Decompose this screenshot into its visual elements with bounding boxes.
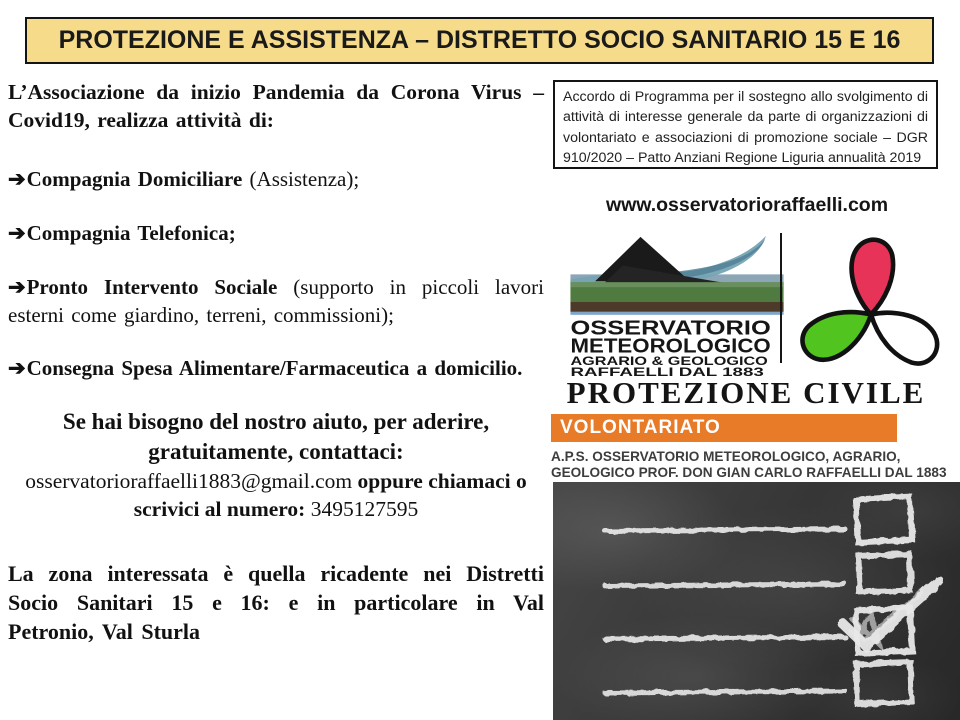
page-title (25, 17, 934, 64)
website-url: www.osservatorioraffaelli.com (605, 194, 889, 216)
chalkboard-checklist-image (553, 482, 960, 720)
bullet-compagnia-domiciliare (8, 166, 544, 193)
checkbox-2 (858, 554, 910, 592)
checkbox-1 (856, 497, 912, 543)
phone-number: 3495127595 (310, 497, 419, 522)
email-address: osservatorioraffaelli1883@gmail.com (25, 469, 353, 494)
protezione-civile-title: PROTEZIONE CIVILE (566, 375, 926, 410)
obs-logo-line4: RAFFAELLI DAL 1883 (570, 365, 765, 376)
petal-red (852, 240, 894, 315)
bullet-bold-text: Compagnia Telefonica; (26, 221, 236, 246)
page-title-text: PROTEZIONE E ASSISTENZA – DISTRETTO SOCIO SANITARIO 15 E 16 (58, 26, 901, 54)
help-call-to-action: Se hai bisogno del nostro aiuto, per aderire, gratuitamente, contattaci: (62, 409, 490, 465)
left-column (8, 78, 544, 646)
chalk-line-2 (605, 584, 845, 586)
arrow-icon: ➔ (8, 221, 26, 246)
chalk-line-4 (605, 691, 845, 693)
logo-divider (780, 233, 782, 363)
bullet-compagnia-telefonica (8, 220, 544, 247)
zone-paragraph: La zona interessata è quella ricadente nei Distretti Socio Sanitari 15 e 16: e in particolare in Val Petronio, Val Sturla (8, 560, 544, 644)
bullet-bold-text: Compagnia Domiciliare (26, 166, 243, 191)
obs-logo-line3: AGRARIO & GEOLOGICO (570, 354, 769, 369)
soil-band (570, 302, 783, 312)
accordo-programma-box: Accordo di Programma per il sostegno allo svolgimento di attività di interesse generale da parte di organizzazioni di volontariato e associazioni di promozione sociale – DGR 910/2020 – Patto Anziani Regione Liguria annualità 2019 (553, 80, 938, 169)
obs-logo-line2: METEOROLOGICO (570, 335, 771, 358)
observatory-logo (567, 228, 789, 376)
bullet-rest-text: (supporto in piccoli lavori esterni come giardino, terreni, commissioni); (8, 275, 544, 327)
bullet-consegna-spesa (8, 355, 544, 382)
aps-association-name: A.P.S. OSSERVATORIO METEOROLOGICO, AGRARIO, GEOLOGICO PROF. DON GIAN CARLO RAFFAELLI DAL 1883 (551, 449, 947, 481)
arrow-icon: ➔ (8, 275, 26, 300)
water-line (570, 312, 783, 315)
field-band-shade (570, 282, 783, 287)
bullet-bold-text: Consegna Spesa Alimentare/Farmaceutica a domicilio. (26, 355, 523, 380)
obs-logo-line1: OSSERVATORIO (570, 317, 771, 340)
contact-line (8, 467, 544, 524)
bullet-pronto-intervento (8, 274, 544, 329)
bullet-rest-text: (Assistenza); (242, 166, 360, 191)
arrow-icon: ➔ (8, 166, 26, 191)
volontariato-label: VOLONTARIATO (560, 417, 721, 438)
contact-bold-text: oppure chiamaci o scrivici al numero: (133, 469, 527, 522)
checkbox-4 (856, 662, 911, 704)
chalk-line-1 (605, 529, 845, 531)
arrow-icon: ➔ (8, 355, 26, 380)
bullet-bold-text: Pronto Intervento Sociale (26, 275, 278, 300)
intro-paragraph: L’Associazione da inizio Pandemia da Corona Virus – Covid19, realizza attività di: (8, 80, 544, 133)
volontariato-banner (551, 414, 897, 442)
chalk-line-3 (605, 637, 845, 639)
protezione-civile-logo-icon (797, 229, 945, 376)
